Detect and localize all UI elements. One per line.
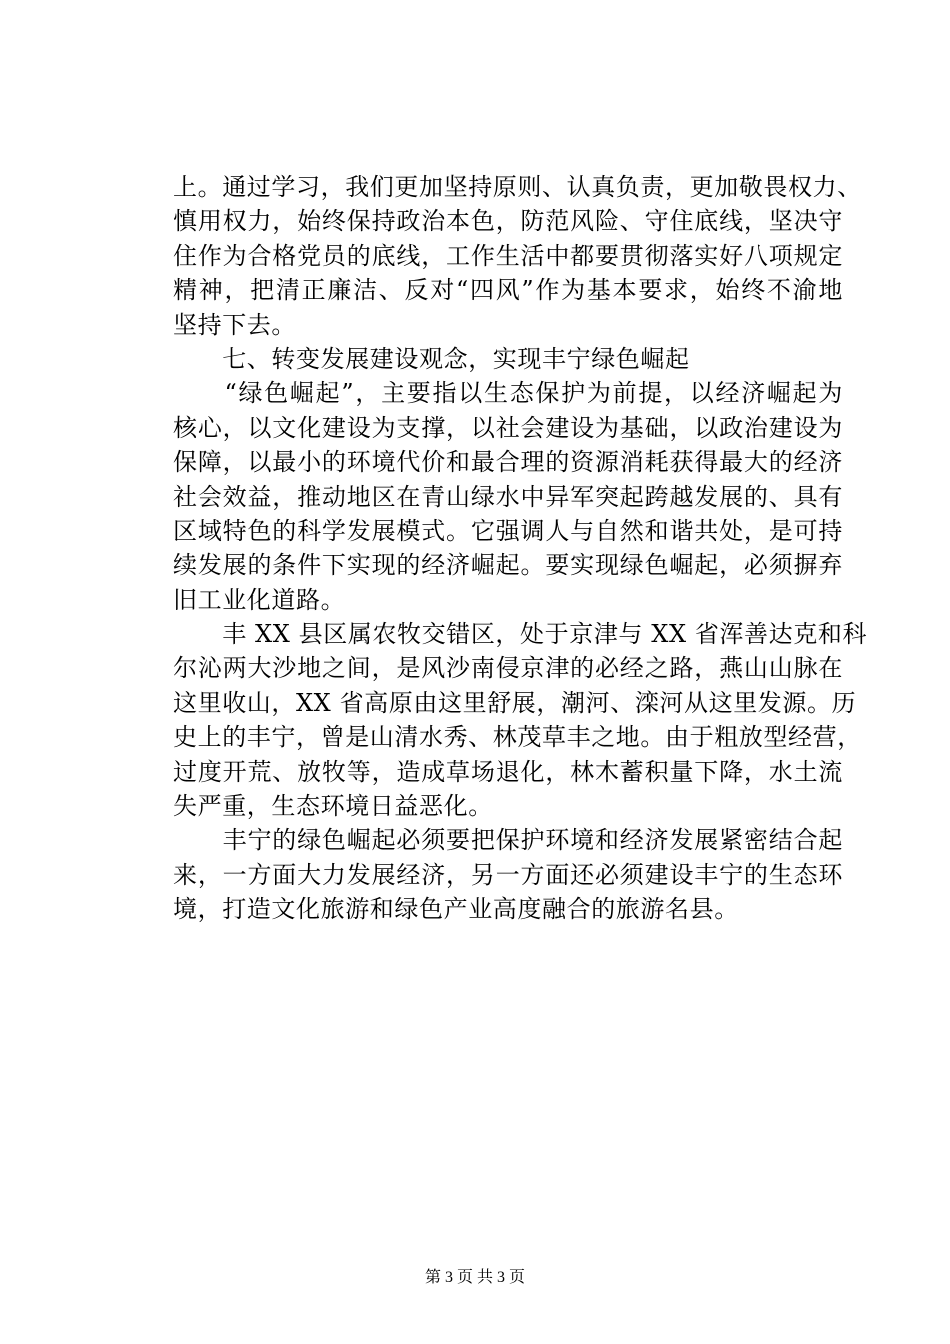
document-body <box>173 170 868 927</box>
text-line: 这里收山，XX 省高原由这里舒展，潮河、滦河从这里发源。历 <box>173 688 857 717</box>
text-line: 上。通过学习，我们更加坚持原则、认真负责，更加敬畏权力、 <box>173 173 862 201</box>
text-line: 史上的丰宁，曾是山清水秀、林茂草丰之地。由于粗放型经营， <box>173 723 862 752</box>
text-line: 尔沁两大沙地之间，是风沙南侵京津的必经之路，燕山山脉在 <box>173 654 843 683</box>
text-line: 旧工业化道路。 <box>173 585 346 614</box>
text-line: 境，打造文化旅游和绿色产业高度融合的旅游名县。 <box>173 895 739 924</box>
text-line: “绿色崛起”，主要指以生态保护为前提，以经济崛起为 <box>173 379 843 408</box>
text-line: 住作为合格党员的底线，工作生活中都要贯彻落实好八项规定 <box>173 241 843 270</box>
text-line: 过度开荒、放牧等，造成草场退化，林木蓄积量下降，水土流 <box>173 757 843 786</box>
page-number-footer: 第 3 页 共 3 页 <box>424 1269 525 1286</box>
text-line: 社会效益，推动地区在青山绿水中异军突起跨越发展的、具有 <box>173 482 843 511</box>
section-heading: 七、转变发展建设观念，实现丰宁绿色崛起 <box>173 344 690 373</box>
text-line: 慎用权力，始终保持政治本色，防范风险、守住底线，坚决守 <box>173 207 843 236</box>
text-line: 丰宁的绿色崛起必须要把保护环境和经济发展紧密结合起 <box>173 826 843 855</box>
text-line: 续发展的条件下实现的经济崛起。要实现绿色崛起，必须摒弃 <box>173 551 843 580</box>
text-line: 核心，以文化建设为支撑，以社会建设为基础，以政治建设为 <box>173 413 843 442</box>
text-line: 保障，以最小的环境代价和最合理的资源消耗获得最大的经济 <box>173 448 843 477</box>
text-line: 失严重，生态环境日益恶化。 <box>173 792 493 821</box>
text-line: 精神，把清正廉洁、反对“四风”作为基本要求，始终不渝地 <box>173 276 843 305</box>
text-line: 区域特色的科学发展模式。它强调人与自然和谐共处，是可持 <box>173 516 843 545</box>
text-line: 坚持下去。 <box>173 310 296 339</box>
text-line: 来，一方面大力发展经济，另一方面还必须建设丰宁的生态环 <box>173 860 843 889</box>
text-line: 丰 XX 县区属农牧交错区，处于京津与 XX 省浑善达克和科 <box>173 620 868 649</box>
